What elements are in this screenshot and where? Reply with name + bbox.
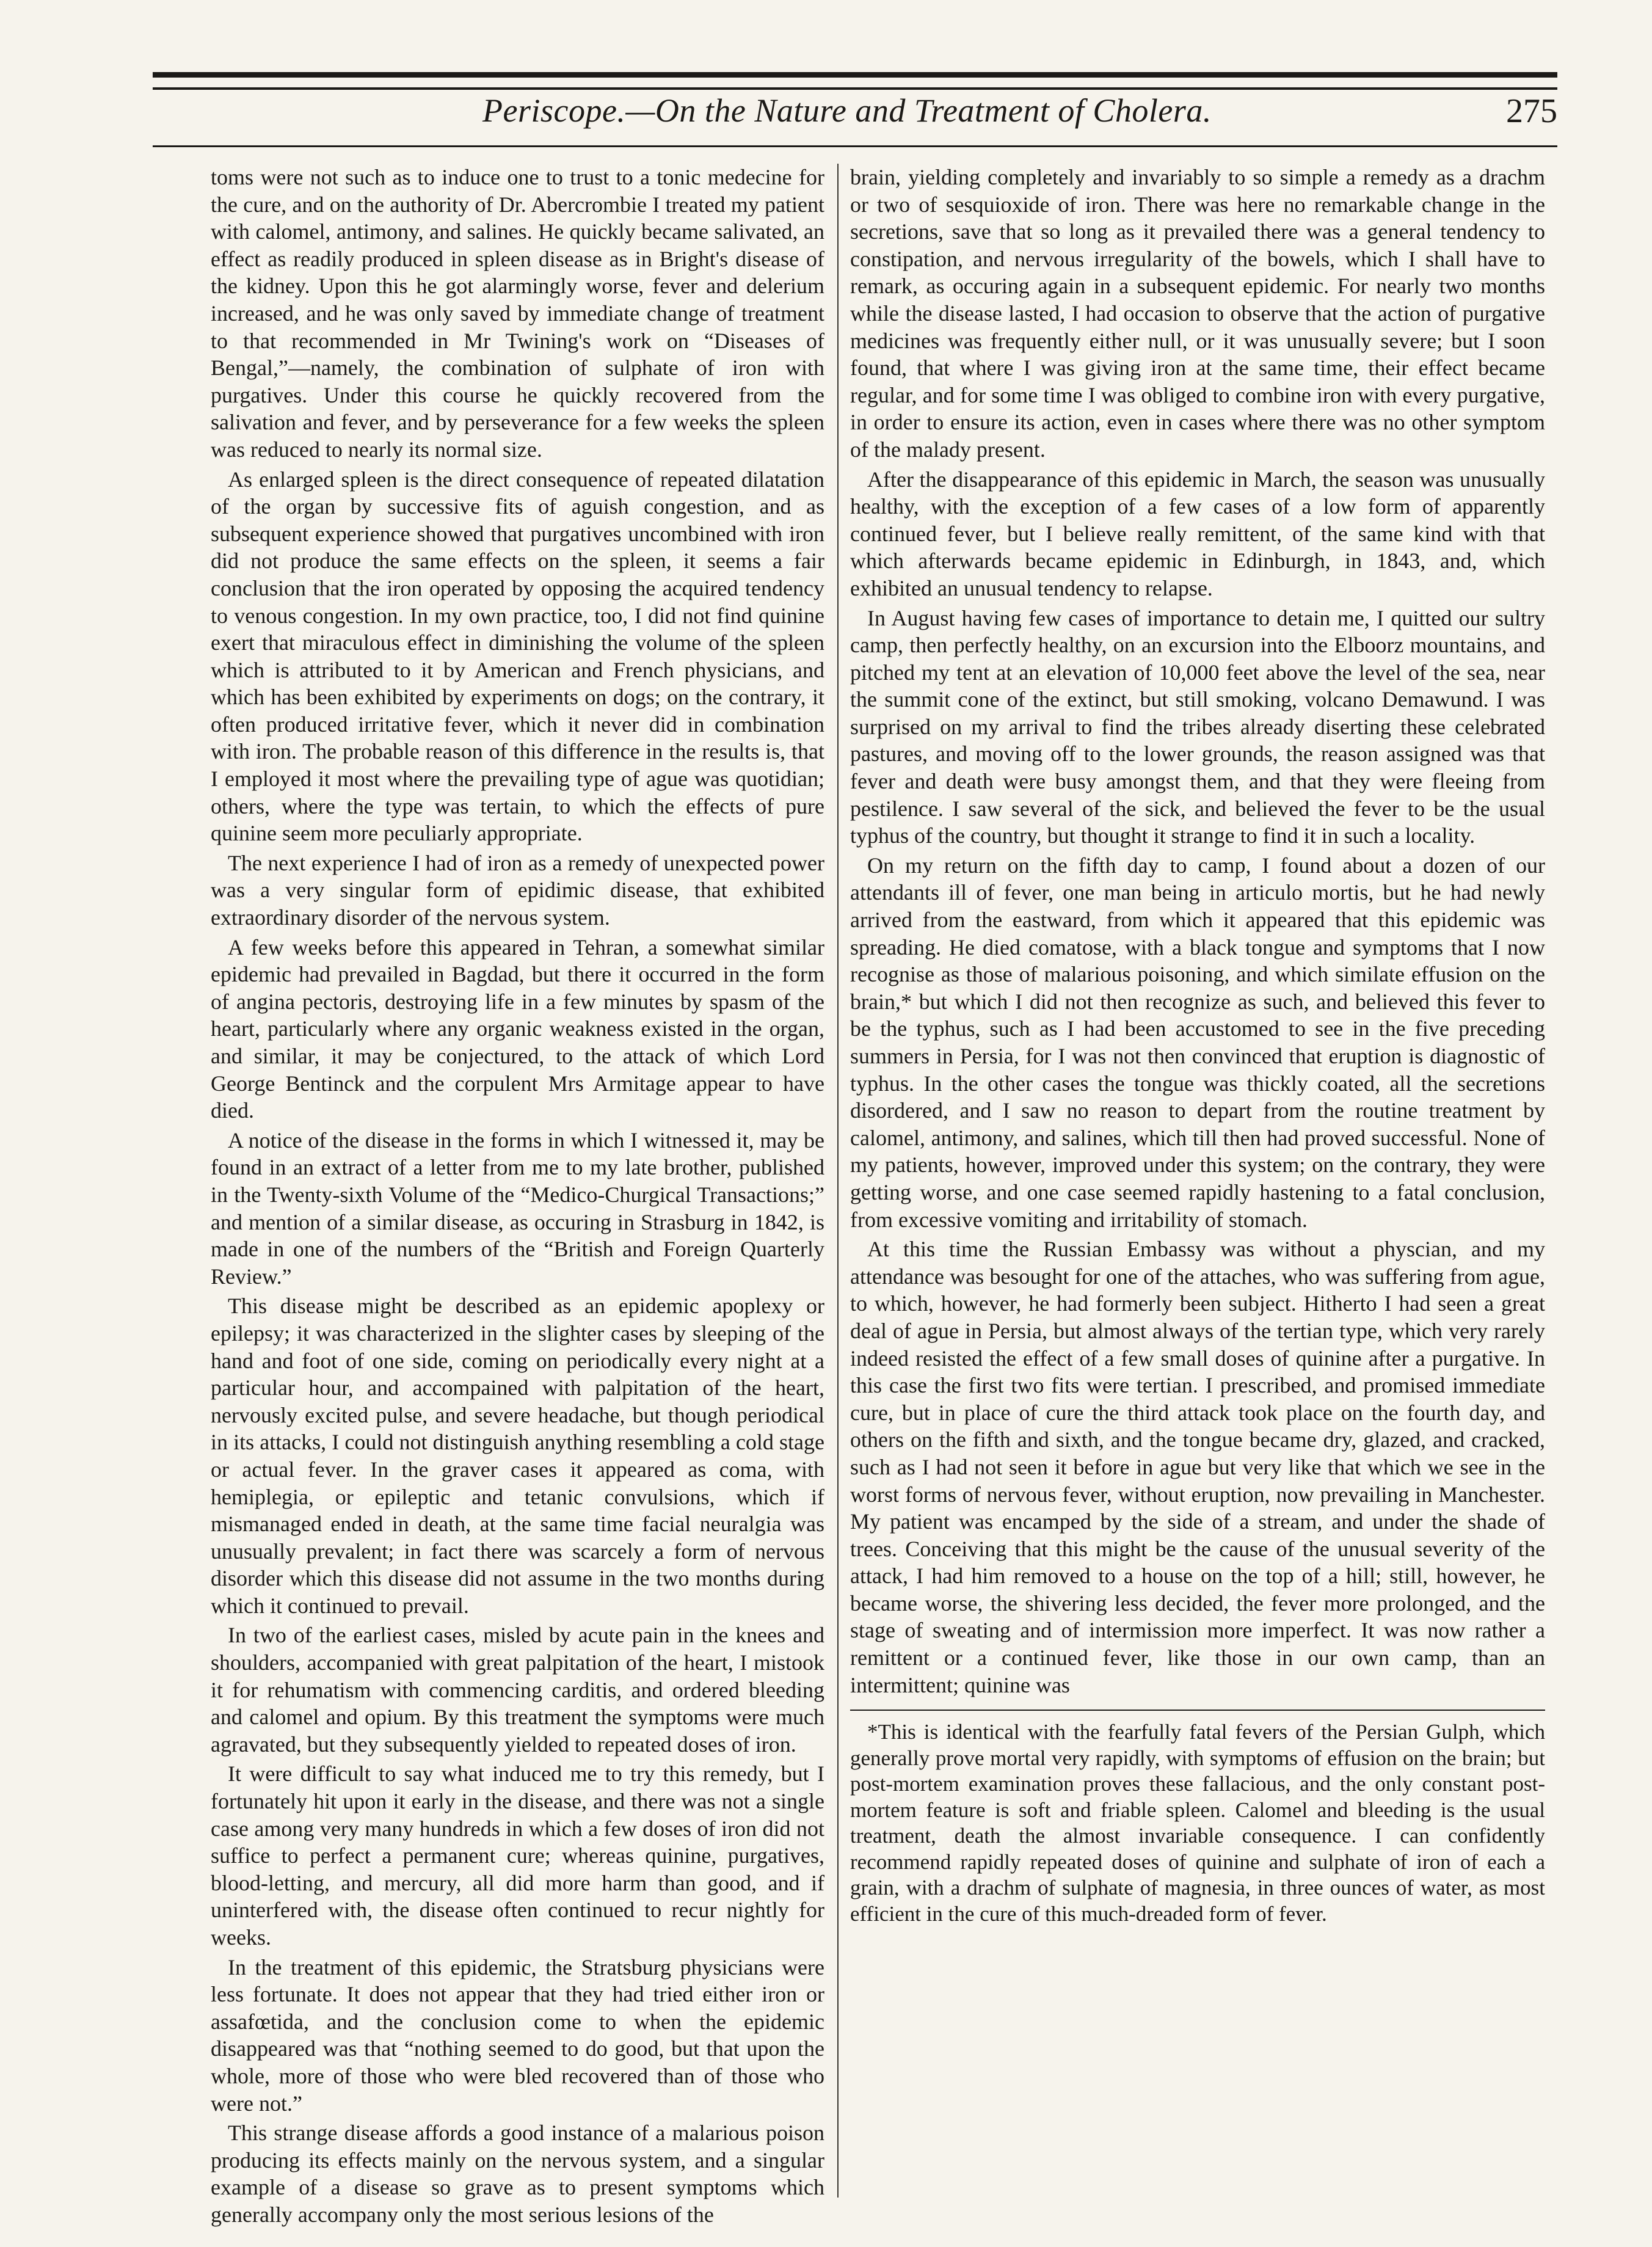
right-column	[850, 164, 1545, 2198]
paragraph: After the disappearance of this epidemic in March, the season was unusually healthy, with the exception of a few cases of a low form of apparently continued fever, but I believe really remittent, of the same kind with that which afterwards became epidemic in Edinburgh, in 1843, and, which exhibited an unusual tendency to relapse.	[850, 467, 1545, 600]
footnote: *This is identical with the fearfully fatal fevers of the Persian Gulph, which generally prove mortal very rapidly, with symptoms of effusion on the brain; but post-mortem examination proves these fallacious, and the only constant post-mortem feature is soft and friable spleen. Calomel and bleeding is the usual treatment, death the almost invariable consequence. I can confidently recommend rapidly repeated doses of quinine and sulphate of iron of each a grain, with a drachm of sulphate of magnesia, in three ounces of water, as most efficient in the cure of this much-dreaded form of fever.	[850, 1720, 1545, 1926]
top-double-rule	[153, 72, 1557, 90]
paragraph: A notice of the disease in the forms in which I witnessed it, may be found in an extract of a letter from me to my late brother, published in the Twenty-sixth Volume of the “Medico-Churgical Transactions;” and mention of a similar disease, as occuring in Strasburg in 1842, is made in one of the numbers of the “British and Foreign Quarterly Review.”	[211, 1127, 824, 1289]
paragraph: At this time the Russian Embassy was without a physcian, and my attendance was besought for one of the attaches, who was suffering from ague, to which, however, he had formerly been subject. Hitherto I had seen a great deal of ague in Persia, but almost always of the tertian type, which very rarely indeed resisted the effect of a few small doses of quinine after a purgative. In this case the first two fits were tertian. I prescribed, and promised immediate cure, but in place of cure the third attack took place on the fourth day, and others on the fifth and sixth, and the tongue became dry, glazed, and cracked, such as I had not seen it before in ague but very like that which we see in the worst forms of nervous fever, without eruption, now prevailing in Manchester. My patient was encamped by the side of a stream, and under the shade of trees. Conceiving that this might be the cause of the unusual severity of the attack, I had him removed to a house on the top of a hill; still, however, he became worse, the shivering less decided, the fever more prolonged, and the stage of sweating and of intermission more imperfect. It was now rather a remittent or a continued fever, like those in our own camp, than an intermittent; quinine was	[850, 1237, 1545, 1697]
paragraph: A few weeks before this appeared in Tehran, a somewhat similar epidemic had prevailed in Bagdad, but there it occurred in the form of angina pectoris, destroying life in a few minutes by spasm of the heart, particularly where any organic weakness existed in the organ, and similar, it may be conjectured, to the attack of which Lord George Bentinck and the corpulent Mrs Armitage appear to have died.	[211, 934, 824, 1123]
paragraph: This disease might be described as an epidemic apoplexy or epilepsy; it was characterized in the slighter cases by sleeping of the hand and foot of one side, coming on periodically every night at a particular hour, and accompained with palpitation of the heart, nervously excited pulse, and severe headache, but though periodical in its attacks, I could not distinguish anything resembling a cold stage or actual fever. In the graver cases it appeared as coma, with hemiplegia, or epileptic and tetanic convulsions, which if mismanaged ended in death, at the same time facial neuralgia was unusually prevalent; in fact there was scarcely a form of nervous disorder which this disease did not assume in the two months during which it continued to prevail.	[211, 1294, 824, 1618]
footnote-rule	[850, 1710, 1545, 1711]
paragraph: In August having few cases of importance to detain me, I quitted our sultry camp, then perfectly healthy, on an excursion into the Elboorz mountains, and pitched my tent at an elevation of 10,000 feet above the level of the sea, near the summit cone of the extinct, but still smoking, volcano Demawund. I was surprised on my arrival to find the tribes already diserting these celebrated pastures, and moving off to the lower grounds, the reason assigned was that fever and death were busy amongst them, and that they were fleeing from pestilence. I saw several of the sick, and believed the fever to be the usual typhus of the country, but thought it strange to find it in such a locality.	[850, 605, 1545, 848]
paragraph: As enlarged spleen is the direct consequence of repeated dilatation of the organ by successive fits of aguish congestion, and as subsequent experience showed that purgatives uncombined with iron did not produce the same effects on the spleen, it seems a fair conclusion that the iron operated by opposing the acquired tendency to venous congestion. In my own practice, too, I did not find quinine exert that miraculous effect in diminishing the volume of the spleen which is attributed to it by American and French physicians, and which has been exhibited by experiments on dogs; on the contrary, it often produced irritative fever, which it never did in combination with iron. The probable reason of this difference in the results is, that I employed it most where the prevailing type of ague was quotidian; others, where the type was tertain, to which the effects of pure quinine seem more peculiarly appropriate.	[211, 467, 824, 846]
header-rule	[153, 145, 1557, 147]
page-header	[153, 92, 1557, 144]
paragraph: toms were not such as to induce one to trust to a tonic medecine for the cure, and on the authority of Dr. Abercrombie I treated my patient with calomel, antimony, and salines. He quickly became salivated, an effect as readily produced in spleen disease as in Bright's disease of the kidney. Upon this he got alarmingly worse, fever and delerium increased, and he was only saved by immediate change of treatment to that recommended in Mr Twining's work on “Diseases of Bengal,”—namely, the combination of sulphate of iron with purgatives. Under this course he quickly recovered from the salivation and fever, and by perseverance for a few weeks the spleen was reduced to nearly its normal size.	[211, 165, 824, 462]
column-divider	[837, 164, 839, 2198]
paragraph: This strange disease affords a good instance of a malarious poison producing its effects mainly on the nervous system, and a singular example of a disease so grave as to present symptoms which generally accompany only the most serious lesions of the	[211, 2121, 824, 2227]
paragraph: The next experience I had of iron as a remedy of unexpected power was a very singular form of epidimic disease, that exhibited extraordinary disorder of the nervous system.	[211, 850, 824, 930]
paragraph: It were difficult to say what induced me to try this remedy, but I fortunately hit upon it early in the disease, and there was not a single case among very many hundreds in which a few doses of iron did not suffice to perfect a permanent cure; whereas quinine, purgatives, blood-letting, and mercury, all did more harm than good, and if uninterfered with, the disease often continued to recur nightly for weeks.	[211, 1761, 824, 1950]
running-title: Periscope.—On the Nature and Treatment of Cholera.	[482, 92, 1212, 129]
paragraph: In two of the earliest cases, misled by acute pain in the knees and shoulders, accompanied with great palpitation of the heart, I mistook it for rehumatism with commencing carditis, and ordered bleeding and calomel and opium. By this treatment the symptoms were much agravated, but they subsequently yielded to repeated doses of iron.	[211, 1623, 824, 1757]
paragraph: In the treatment of this epidemic, the Stratsburg physicians were less fortunate. It does not appear that they had tried either iron or assafœtida, and the conclusion come to when the epidemic disappeared was that “nothing seemed to do good, but that upon the whole, more of those who were bled recovered than of those who were not.”	[211, 1954, 824, 2116]
paragraph: On my return on the fifth day to camp, I found about a dozen of our attendants ill of fever, one man being in articulo mortis, but he had newly arrived from the eastward, from which it appeared that this epidemic was spreading. He died comatose, with a black tongue and symptoms that I now recognise as those of malarious poisoning, and which similate effusion on the brain,* but which I did not then recognize as such, and believed this fever to be the typhus, such as I had been accustomed to see in the five preceding summers in Persia, for I was not then convinced that eruption is diagnostic of typhus. In the other cases the tongue was thickly coated, all the secretions disordered, and I saw no reason to depart from the routine treatment by calomel, antimony, and salines, which till then had proved successful. None of my patients, however, improved under this system; on the contrary, they were getting worse, and one case seemed rapidly hastening to a fatal conclusion, from excessive vomiting and irritability of stomach.	[850, 853, 1545, 1232]
left-column	[211, 164, 824, 2227]
page-number: 275	[1506, 92, 1557, 130]
paragraph: brain, yielding completely and invariably to so simple a remedy as a drachm or two of sesquioxide of iron. There was here no remarkable change in the secretions, save that so long as it prevailed there was a general tendency to constipation, and nervous irregularity of the bowels, which I shall have to remark, as occuring again in a subsequent epidemic. For nearly two months while the disease lasted, I had occasion to observe that the action of purgative medicines was frequently either null, or it was unusually severe; but I soon found, that where I was giving iron at the same time, their effect became regular, and for some time I was obliged to combine iron with every purgative, in order to ensure its action, even in cases where there was no other symptom of the malady present.	[850, 165, 1545, 462]
